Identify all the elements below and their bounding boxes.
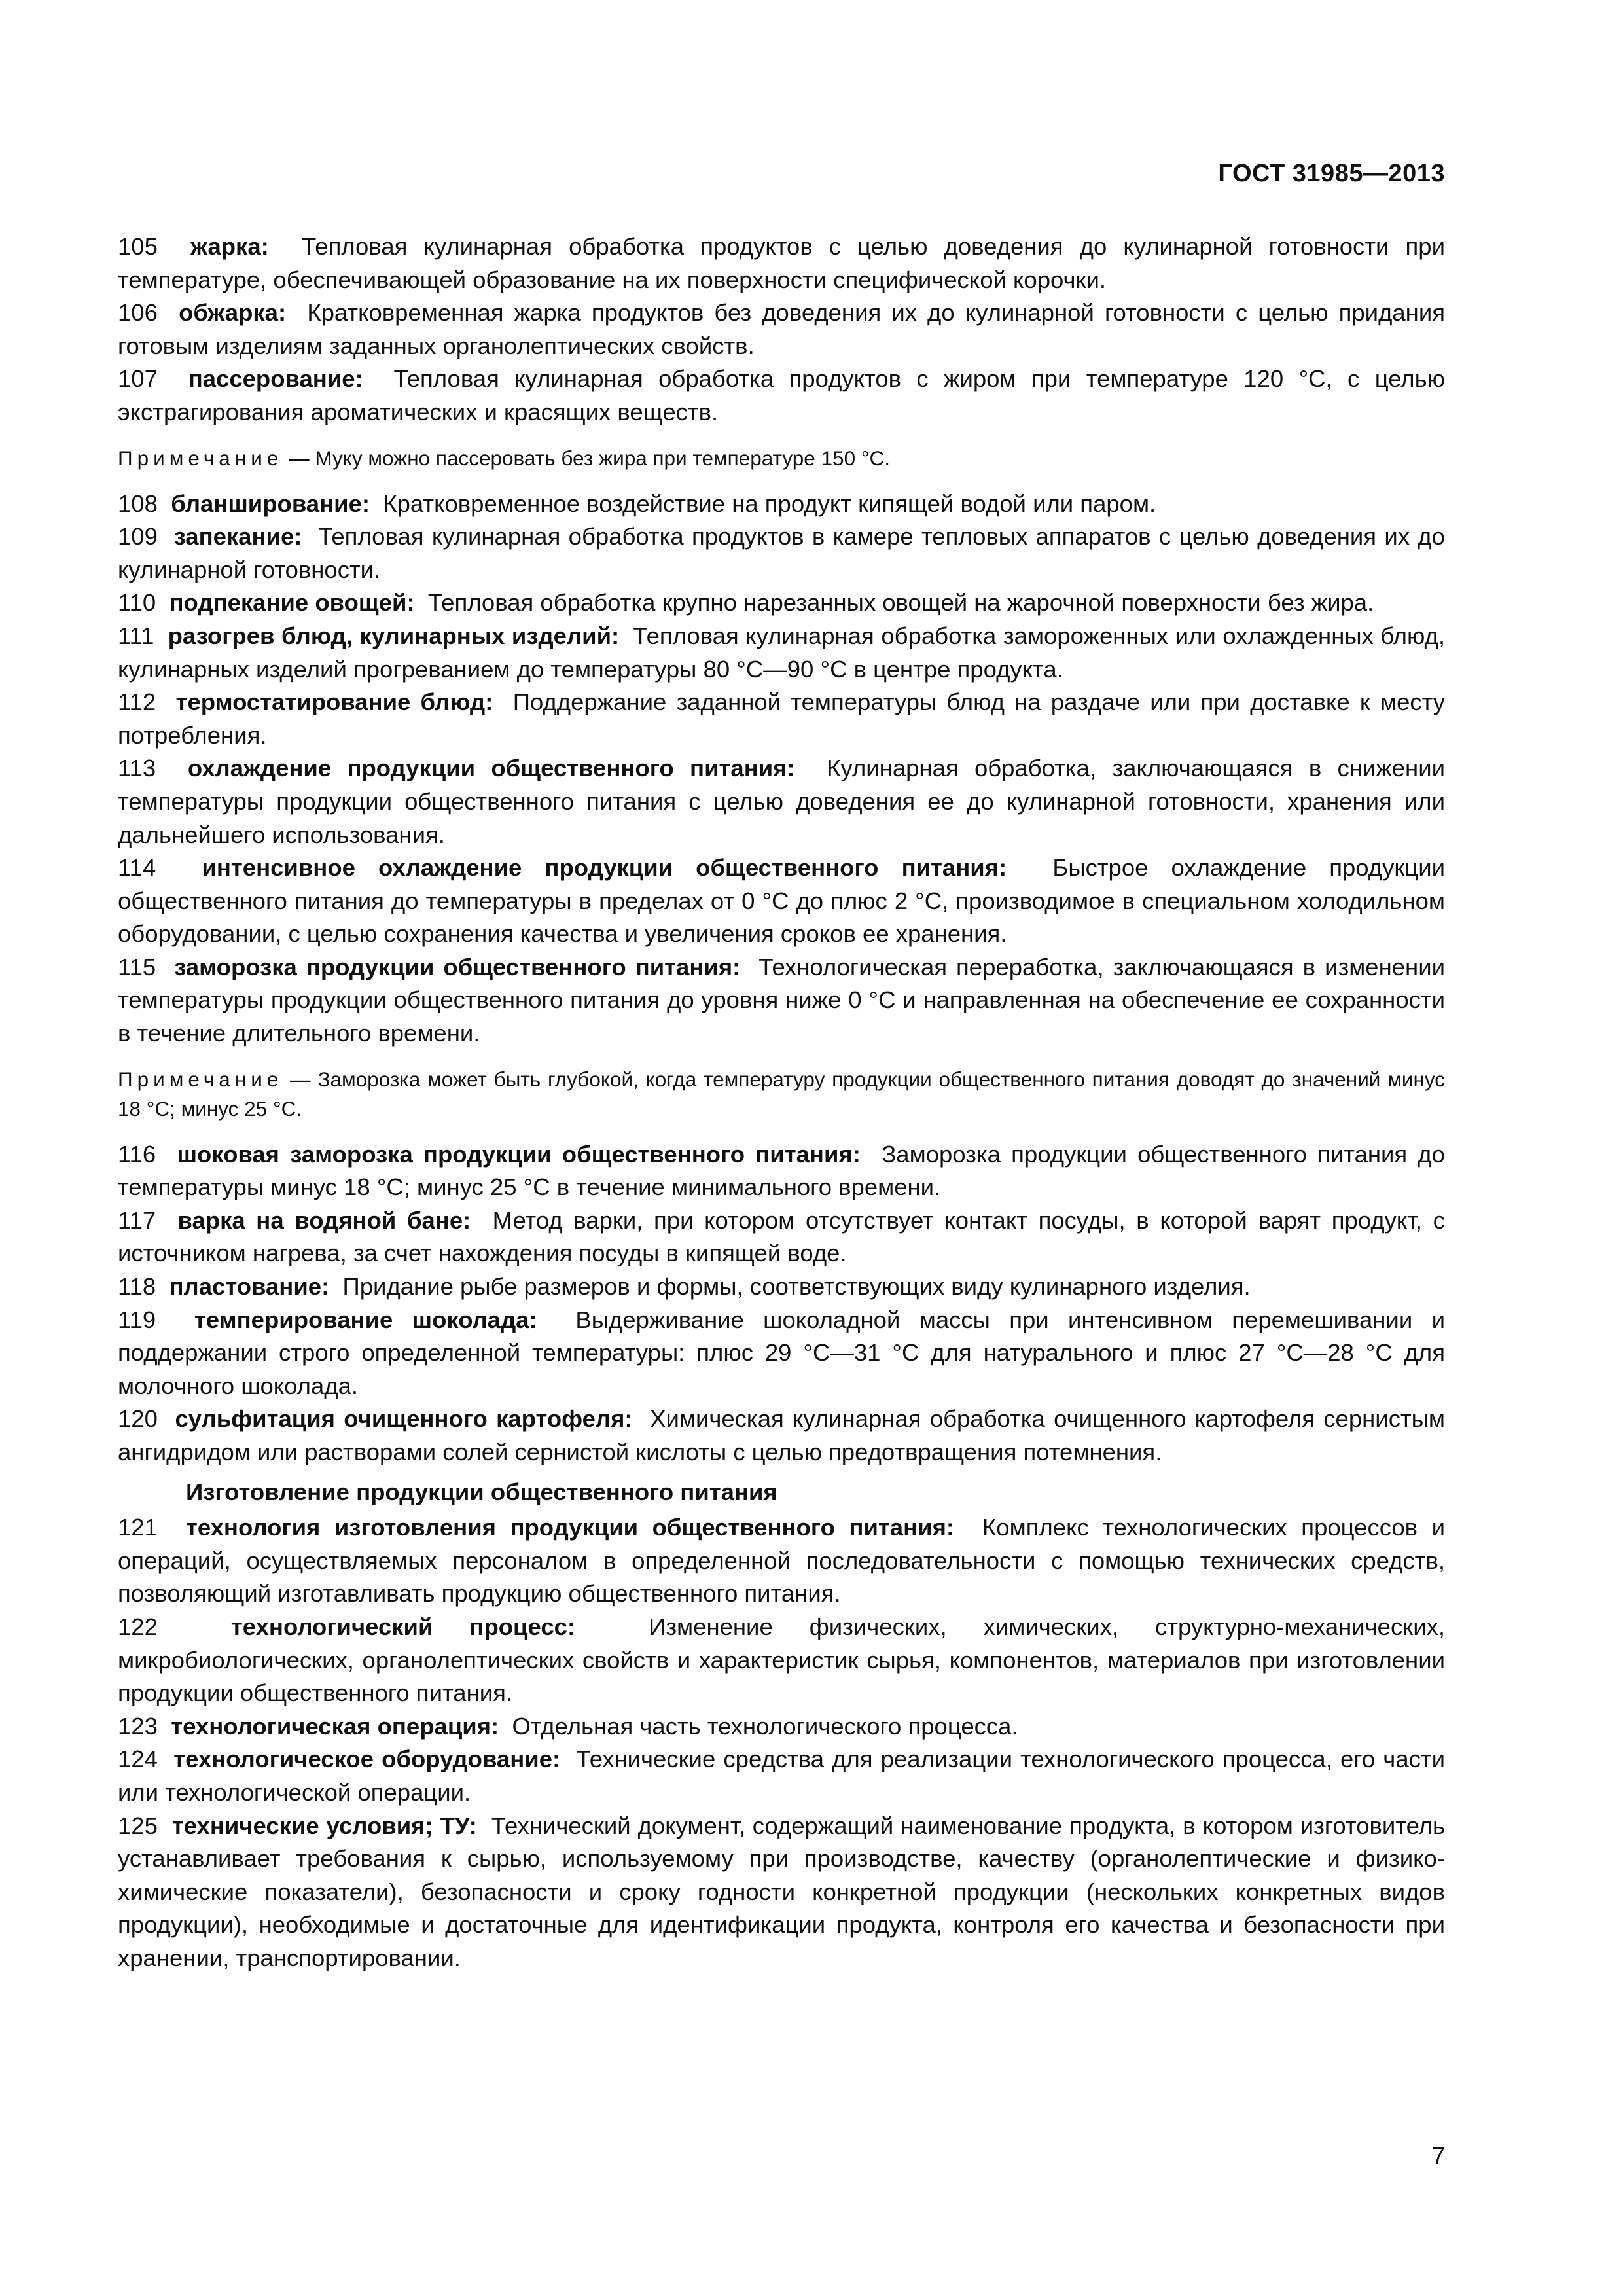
term-definition: Отдельная часть технологического процесса.: [512, 1712, 1018, 1740]
term-definition: Тепловая кулинарная обработка замороженных или охлажденных блюд, кулинарных изделий прогреванием до температуры 80 °С—90 °С в центре продукта.: [118, 622, 1445, 683]
term-name: технологическое оборудование:: [173, 1746, 561, 1773]
term-definition: Химическая кулинарная обработка очищенного картофеля сернистым ангидридом или растворами солей сернистой кислоты с целью предотвращения потемнения.: [118, 1405, 1445, 1465]
term-name: варка на водяной бане:: [177, 1206, 471, 1234]
term-number: 113: [118, 755, 156, 782]
term-number: 117: [118, 1206, 156, 1234]
term-name: запекание:: [173, 523, 302, 550]
term-name: бланширование:: [171, 490, 370, 517]
term-number: 115: [118, 953, 156, 980]
term-group-cooking: [118, 230, 1445, 429]
term-entry: [118, 686, 1445, 752]
term-entry: [118, 852, 1445, 951]
term-definition: Технический документ, содержащий наименование продукта, в котором изготовитель устанавливает требования к сырью, используемому при производстве, качеству (органолептические и физико-химические показатели), безопасности и сроку годности конкретной продукции (нескольких конкретных видов продукции), необходимые и достаточные для идентификации продукта, контроля его качества и безопасности при хранении, транспортировании.: [118, 1812, 1445, 1971]
term-entry: [118, 230, 1445, 296]
term-number: 121: [118, 1514, 158, 1541]
term-number: 123: [118, 1712, 158, 1740]
term-name: интенсивное охлаждение продукции общественного питания:: [202, 854, 1007, 882]
term-number: 109: [118, 523, 158, 550]
term-name: технология изготовления продукции общественного питания:: [185, 1514, 955, 1541]
term-definition: Комплекс технологических процессов и операций, осуществляемых персоналом в определенной последовательности с помощью технических средств, позволяющий изготавливать продукцию общественного питания.: [118, 1514, 1445, 1607]
term-number: 116: [118, 1140, 156, 1168]
term-number: 106: [118, 299, 158, 327]
term-number: 105: [118, 233, 158, 260]
term-definition: Кратковременная жарка продуктов без доведения их до кулинарной готовности с целью придания готовым изделиям заданных органолептических свойств.: [118, 299, 1445, 359]
term-entry: [118, 1403, 1445, 1469]
term-definition: Тепловая кулинарная обработка продуктов с жиром при температуре 120 °С, с целью экстрагирования ароматических и красящих веществ.: [118, 365, 1445, 425]
term-number: 112: [118, 689, 156, 716]
term-name: жарка:: [190, 233, 269, 260]
note-label: Примечание: [118, 446, 283, 470]
term-definition: Кратковременное воздействие на продукт кипящей водой или паром.: [383, 490, 1156, 517]
term-group-processing: [118, 488, 1445, 1050]
term-definition: Поддержание заданной температуры блюд на раздаче или при доставке к месту потребления.: [118, 689, 1445, 749]
term-entry: [118, 752, 1445, 852]
term-number: 114: [118, 854, 156, 882]
term-entry: [118, 1204, 1445, 1270]
term-entry: [118, 1810, 1445, 1975]
term-group-special: [118, 1138, 1445, 1469]
note-text: — Муку можно пассеровать без жира при температуре 150 °С.: [289, 446, 890, 470]
term-entry: [118, 1511, 1445, 1611]
term-entry: [118, 1304, 1445, 1403]
note-text: — Заморозка может быть глубокой, когда температуру продукции общественного питания доводят до значений минус 18 °С; минус 25 °С.: [118, 1067, 1445, 1121]
term-name: технологическая операция:: [171, 1712, 499, 1740]
note-freezing: [118, 1065, 1445, 1124]
term-name: пластование:: [169, 1273, 330, 1300]
term-name: термостатирование блюд:: [175, 689, 493, 716]
term-entry: [118, 951, 1445, 1050]
term-entry: [118, 1743, 1445, 1809]
term-group-manufacturing: [118, 1511, 1445, 1975]
term-number: 111: [118, 622, 154, 649]
term-name: технологический процесс:: [230, 1613, 576, 1640]
term-number: 122: [118, 1613, 158, 1640]
term-definition: Тепловая кулинарная обработка продуктов в камере тепловых аппаратов с целью доведения их до кулинарной готовности.: [118, 523, 1445, 583]
term-entry: [118, 488, 1445, 521]
term-definition: Заморозка продукции общественного питания до температуры минус 18 °С; минус 25 °С в течение минимального времени.: [118, 1140, 1445, 1201]
term-name: подпекание овощей:: [169, 589, 415, 617]
section-heading: Изготовление продукции общественного питания: [186, 1478, 777, 1505]
document-body: [118, 230, 1445, 1975]
term-definition: Технологическая переработка, заключающаяся в изменении температуры продукции общественного питания до уровня ниже 0 °С и направленная на обеспечение ее сохранности в течение длительного времени.: [118, 953, 1445, 1047]
term-name: технические условия; ТУ:: [171, 1812, 477, 1839]
term-definition: Придание рыбе размеров и формы, соответствующих виду кулинарного изделия.: [342, 1273, 1251, 1300]
term-name: пассерование:: [188, 365, 363, 393]
term-entry: [118, 620, 1445, 686]
term-number: 119: [118, 1306, 156, 1333]
term-definition: Тепловая кулинарная обработка продуктов с целью доведения до кулинарной готовности при температуре, обеспечивающей образование на их поверхности специфической корочки.: [118, 233, 1445, 293]
term-entry: [118, 1270, 1445, 1304]
term-number: 110: [118, 589, 156, 617]
term-entry: [118, 1611, 1445, 1710]
term-definition: Технические средства для реализации технологического процесса, его части или технологической операции.: [118, 1746, 1445, 1806]
term-definition: Метод варки, при котором отсутствует контакт посуды, в которой варят продукт, с источником нагрева, за счет нахождения посуды в кипящей воде.: [118, 1206, 1445, 1267]
term-entry: [118, 520, 1445, 586]
term-entry: [118, 1710, 1445, 1744]
term-name: сульфитация очищенного картофеля:: [175, 1405, 633, 1433]
term-number: 124: [118, 1746, 158, 1773]
term-name: темперирование шоколада:: [194, 1306, 537, 1333]
page-number: 7: [1431, 2142, 1445, 2169]
term-definition: Выдерживание шоколадной массы при интенсивном перемешивании и поддержании строго определенной температуры: плюс 29 °С—31 °С для натурального и плюс 27 °С—28 °С для молочного шоколада.: [118, 1306, 1445, 1399]
note-label: Примечание: [118, 1067, 283, 1091]
term-number: 108: [118, 490, 158, 517]
term-entry: [118, 1138, 1445, 1204]
term-definition: Тепловая обработка крупно нарезанных овощей на жарочной поверхности без жира.: [427, 589, 1374, 617]
note-flour: [118, 444, 1445, 473]
term-number: 107: [118, 365, 158, 393]
term-number: 125: [118, 1812, 158, 1839]
term-number: 118: [118, 1273, 156, 1300]
term-number: 120: [118, 1405, 158, 1433]
term-definition: Изменение физических, химических, структурно-механических, микробиологических, органолептических свойств и характеристик сырья, компонентов, материалов при изготовлении продукции общественного питания.: [118, 1613, 1445, 1707]
term-name: шоковая заморозка продукции общественного питания:: [177, 1140, 861, 1168]
term-name: обжарка:: [179, 299, 287, 327]
term-name: охлаждение продукции общественного питания:: [187, 755, 795, 782]
term-entry: [118, 363, 1445, 429]
term-definition: Быстрое охлаждение продукции общественного питания до температуры в пределах от 0 °С до плюс 2 °С, производимое в специальном холодильном оборудовании, с целью сохранения качества и увеличения сроков ее хранения.: [118, 854, 1445, 948]
term-entry: [118, 296, 1445, 363]
term-entry: [118, 586, 1445, 620]
document-code: ГОСТ 31985—2013: [1218, 160, 1445, 187]
term-name: заморозка продукции общественного питания:: [174, 953, 741, 980]
term-definition: Кулинарная обработка, заключающаяся в снижении температуры продукции общественного питания с целью доведения ее до кулинарной готовности, хранения или дальнейшего использования.: [118, 755, 1445, 848]
term-name: разогрев блюд, кулинарных изделий:: [168, 622, 620, 649]
